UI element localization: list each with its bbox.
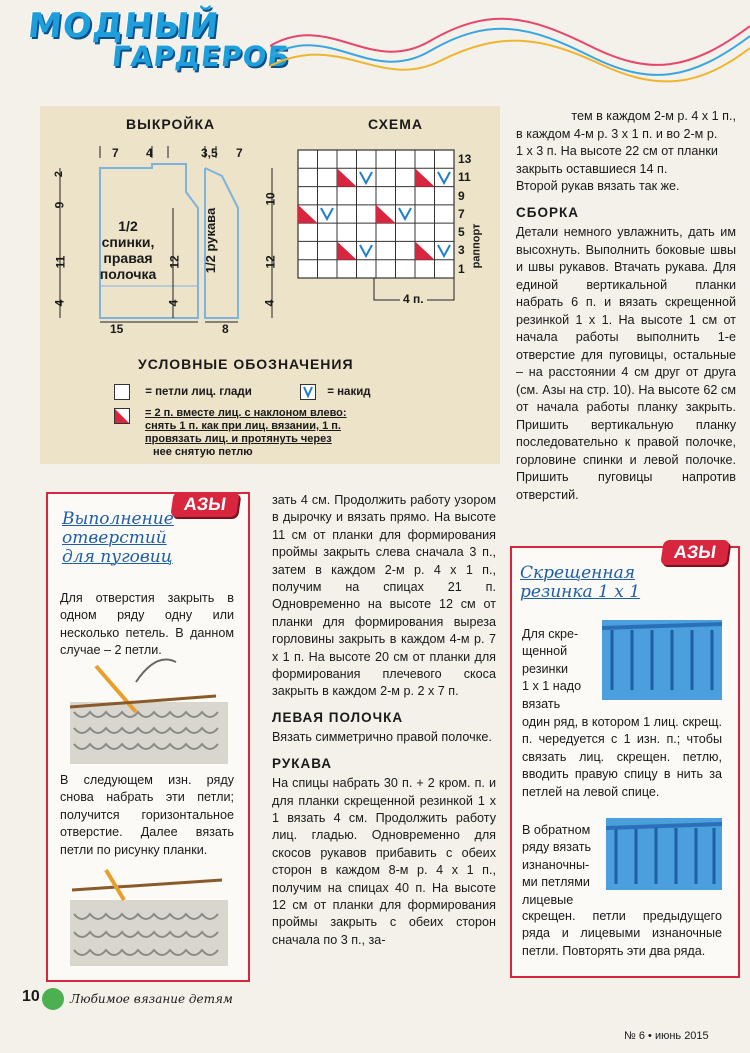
scheme-title: СХЕМА bbox=[368, 116, 424, 132]
magazine-name: Любимое вязание детям bbox=[70, 992, 233, 1006]
rib-illustration-2 bbox=[606, 818, 722, 890]
legend-knit bbox=[114, 384, 252, 400]
text-line: Для скре- bbox=[522, 627, 579, 641]
text-line: 1 х 3 п. На высоте 22 см от планки bbox=[516, 144, 718, 158]
back-dim-side-d: 4 bbox=[52, 299, 67, 307]
back-label-line: правая bbox=[103, 250, 153, 266]
header-title-line2: ГАРДЕРОБ bbox=[110, 40, 292, 73]
right-box-tag: АЗЫ bbox=[660, 540, 729, 565]
back-dim-side-b: 9 bbox=[52, 201, 67, 209]
knit-square-icon bbox=[114, 384, 130, 400]
legend-decrease-text bbox=[145, 407, 347, 459]
page-number: 10 bbox=[22, 988, 40, 1005]
right-box-text1-lines bbox=[522, 626, 598, 713]
issue-info: № 6 • июнь 2015 bbox=[624, 1030, 709, 1042]
left-box-title bbox=[62, 510, 212, 567]
text-line: В обратном bbox=[522, 823, 591, 837]
text-line: резинки bbox=[522, 661, 569, 676]
text-line: щенной bbox=[522, 644, 568, 659]
row-number: 1 bbox=[458, 261, 465, 276]
text-line: лицевые bbox=[522, 892, 574, 907]
decorative-ribbon bbox=[270, 6, 750, 86]
middle-column bbox=[272, 492, 496, 949]
back-dim-side-a: 2 bbox=[53, 170, 66, 178]
left-box-text2: В следующем изн. ряду снова набрать эти петли; получится горизонтальное отверстие. Далее вязать петли по рисунку планки. bbox=[60, 773, 234, 857]
right-top-text bbox=[516, 108, 736, 504]
rib-illustration-1 bbox=[602, 620, 722, 700]
assembly-text: Детали немного увлажнить, дать им высохнуть. Выполнить боковые швы и швы рукавов. Втачать рукава. Для единой вертикальной планки набрать 6 п. и вязать скрещенной резинкой 1 х 1. На высоте 1 см от начала работы выполнить 1-е отверстие для пуговицы, остальные – на расстоянии 4 см друг от друга (см. Азы на стр. 10). На высоте 62 см от начала работы планку закрыть. Пришить вертикальную планку последовательно к правой полочке, горловине спинки и левой полочке. Пришить пуговицы напротив отверстий. bbox=[516, 225, 736, 502]
back-dim-side-c: 11 bbox=[53, 255, 68, 269]
sleeve-dim-right2: 12 bbox=[263, 255, 278, 269]
decrease-line: снять 1 п. как при лиц. вязании, 1 п. bbox=[145, 420, 341, 432]
row-number: 3 bbox=[458, 243, 465, 258]
sleeve-dim-bottom: 8 bbox=[222, 322, 229, 336]
pattern-drawing bbox=[40, 136, 310, 346]
yarn-ball-icon bbox=[42, 988, 64, 1010]
back-piece-label bbox=[88, 218, 168, 282]
text-line: в каждом 4-м р. 3 х 1 п. и во 2-м р. bbox=[516, 126, 718, 141]
right-box-title bbox=[520, 564, 710, 602]
stitch-count: 4 п. bbox=[400, 292, 427, 306]
left-front-text: Вязать симметрично правой полочке. bbox=[272, 730, 492, 745]
sleeve-dim-top1: 3,5 bbox=[201, 146, 218, 160]
title-line: резинка 1 х 1 bbox=[520, 582, 641, 602]
sleeve-piece-label: 1/2 рукава bbox=[203, 207, 219, 274]
right-box-text1-rest: один ряд, в котором 1 лиц. скрещ. п. чередуется с 1 изн. п.; чтобы связать лиц. скрещен. петлю, вводить правую спицу в нить за петлей на левой спице. bbox=[522, 715, 722, 799]
text-line: 1 х 1 надо bbox=[522, 679, 582, 694]
legend-decrease bbox=[114, 408, 130, 424]
row-number: 11 bbox=[458, 170, 471, 185]
legend-yarn-over bbox=[300, 384, 371, 400]
row-number: 13 bbox=[458, 152, 472, 166]
text-line: ми петлями bbox=[522, 875, 590, 890]
back-dim-right1: 12 bbox=[167, 255, 182, 269]
text-line: тем в каждом 2-м р. 4 х 1 п., bbox=[571, 109, 736, 123]
scheme-row-numbers bbox=[458, 150, 471, 278]
right-box-text2-lines bbox=[522, 822, 602, 909]
legend-title: УСЛОВНЫЕ ОБОЗНАЧЕНИЯ bbox=[138, 356, 354, 372]
decrease-icon bbox=[114, 408, 130, 424]
text-line: Второй рукав вязать так же. bbox=[516, 179, 680, 193]
back-dim-bottom: 15 bbox=[110, 322, 124, 336]
right-box-text2-rest: скрещен. петли предыдущего ряда и лицевыми изнаночные петли. Повторять эти два ряда. bbox=[522, 909, 722, 958]
text-line: изнаночны- bbox=[522, 857, 590, 872]
left-box-text1: Для отверстия закрыть в одном ряду одну или несколько петель. В данном случае – 2 петли. bbox=[60, 591, 234, 658]
rapport-label: раппорт bbox=[470, 223, 483, 269]
decrease-line: провязать лиц. и протянуть через bbox=[145, 433, 332, 445]
sleeve-dim-top2: 7 bbox=[236, 146, 243, 160]
knitting-illustration-2 bbox=[66, 860, 232, 970]
scheme-grid bbox=[296, 148, 456, 280]
middle-text1: зать 4 см. Продолжить работу узором в дырочку и вязать прямо. На высоте 11 см от планки для формирования проймы закрыть слева сначала 3 п., затем в каждом 2-м р. 4 х 1 п., получим на спицах 21 п. Одновременно на высоте 12 см от планки для формирования выреза горловины закрыть в каждом 4-м р. 7 х 1 п. На высоте 20 см от планки для формирования плечевого скоса закрыть в каждом 2-м р. 2 х 7 п. bbox=[272, 493, 496, 699]
row-number: 5 bbox=[458, 225, 465, 240]
yarn-over-icon bbox=[300, 384, 316, 400]
decrease-line: нее снятую петлю bbox=[153, 446, 253, 458]
title-line: Скрещенная bbox=[520, 563, 635, 583]
knitting-illustration-1 bbox=[66, 652, 232, 768]
left-box-tag: АЗЫ bbox=[170, 492, 239, 517]
back-label-line: полочка bbox=[99, 266, 157, 282]
sleeves-text: На спицы набрать 30 п. + 2 кром. п. и для планки скрещенной резинкой 1 х 1 вязать 4 см. Продолжить работу лиц. гладью. Одновременно для скосов рукавов прибавить с обеих сторон в каждом 8-м р. 4 х 1 п., получим на спицах 40 п. На высоте 12 см от планки для формирования проймы закрыть с обеих сторон сначала по 3 п., за- bbox=[272, 776, 496, 947]
back-dim-right2: 4 bbox=[166, 299, 181, 307]
legend-yarn-over-text: = накид bbox=[327, 386, 371, 399]
decrease-line: = 2 п. вместе лиц. с наклоном влево: bbox=[145, 407, 347, 419]
header-title-line1: МОДНЫЙ bbox=[25, 6, 222, 46]
sleeve-dim-right3: 4 bbox=[262, 299, 277, 307]
title-line: отверстий bbox=[62, 528, 167, 548]
back-label-line: 1/2 bbox=[118, 218, 138, 234]
title-line: для пуговиц bbox=[62, 547, 173, 567]
legend-knit-text: = петли лиц. глади bbox=[145, 386, 252, 399]
pattern-title: ВЫКРОЙКА bbox=[126, 116, 216, 132]
sleeves-title: РУКАВА bbox=[272, 755, 333, 771]
text-line: ряду вязать bbox=[522, 840, 592, 855]
back-label-line: спинки, bbox=[101, 234, 155, 250]
sleeve-dim-right1: 10 bbox=[263, 192, 278, 206]
back-dim-top1: 7 bbox=[112, 146, 119, 160]
title-line: Выполнение bbox=[62, 509, 174, 529]
row-number: 9 bbox=[458, 188, 465, 203]
assembly-title: СБОРКА bbox=[516, 204, 579, 220]
text-line: закрыть оставшиеся 14 п. bbox=[516, 161, 668, 176]
left-front-title: ЛЕВАЯ ПОЛОЧКА bbox=[272, 709, 404, 725]
row-number: 7 bbox=[458, 206, 465, 221]
back-dim-top2: 4 bbox=[146, 146, 153, 160]
text-line: вязать bbox=[522, 696, 561, 711]
